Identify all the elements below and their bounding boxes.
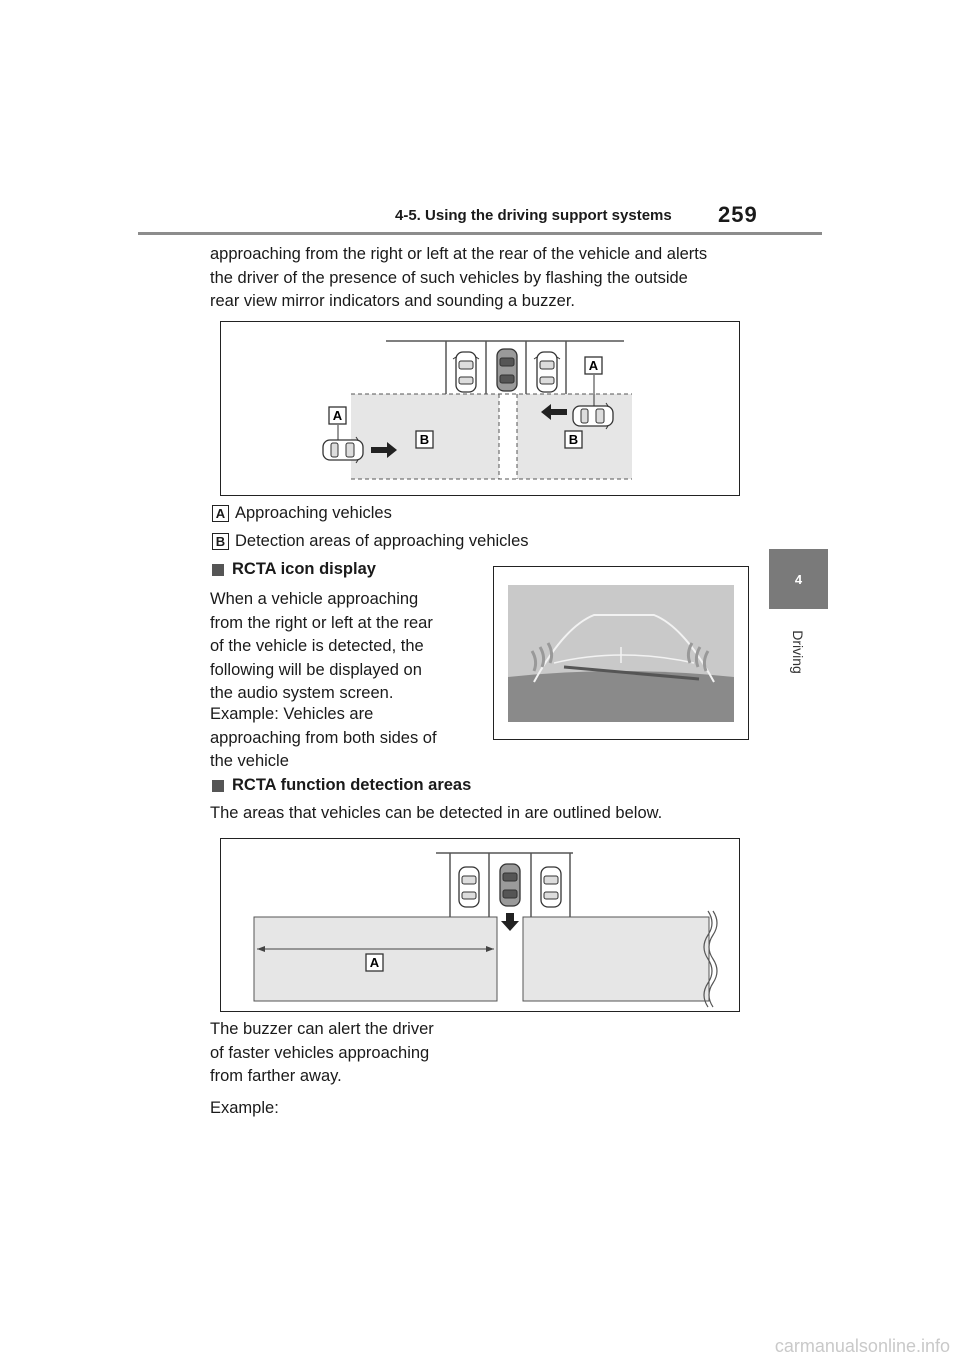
- label-b-left: B: [419, 432, 430, 447]
- label-b-right: B: [568, 432, 579, 447]
- label-a-area: A: [369, 955, 380, 970]
- approach-diagram: [221, 322, 739, 495]
- rcta-approach-figure: [220, 321, 740, 496]
- heading-rcta-icon-display: RCTA icon display: [212, 560, 376, 579]
- chapter-tab: [769, 549, 828, 609]
- audio-screen-figure: [493, 566, 749, 740]
- intro-paragraph: approaching from the right or left at the rear of the vehicle and alerts the driver of the presence of such vehicles by flashing the outside rear view mirror indicators and sounding a buzzer.: [210, 245, 708, 310]
- watermark: carmanualsonline.info: [774, 1336, 950, 1356]
- buzzer-paragraph: The buzzer can alert the driver of faster vehicles approaching from farther away.: [210, 1020, 434, 1085]
- label-a-left: A: [332, 408, 343, 423]
- legend-item-b: B Detection areas of approaching vehicles: [212, 532, 529, 551]
- icon-display-paragraph: When a vehicle approaching from the right or left at the rear of the vehicle is detected, the following will be displayed on the audio system screen.: [210, 590, 433, 702]
- legend-badge-b: B: [212, 533, 229, 550]
- label-a-right: A: [588, 358, 599, 373]
- legend-item-a: A Approaching vehicles: [212, 504, 392, 523]
- chapter-number: 4: [794, 571, 803, 587]
- header-divider: [138, 232, 822, 235]
- square-bullet-icon: [212, 564, 224, 576]
- detection-areas-figure: [220, 838, 740, 1012]
- example-label: Example:: [210, 1099, 279, 1117]
- detection-areas-diagram: [221, 839, 739, 1011]
- icon-display-example: Example: Vehicles are approaching from both sides of the vehicle: [210, 705, 437, 770]
- section-title: 4-5. Using the driving support systems: [395, 207, 672, 224]
- square-bullet-icon: [212, 780, 224, 792]
- legend-badge-a: A: [212, 505, 229, 522]
- heading-rcta-detection-areas: RCTA function detection areas: [212, 776, 471, 795]
- rear-camera-screen: [494, 567, 748, 739]
- page-number: 259: [718, 202, 758, 227]
- chapter-label: Driving: [789, 630, 806, 674]
- detection-areas-text: The areas that vehicles can be detected in are outlined below.: [210, 804, 663, 822]
